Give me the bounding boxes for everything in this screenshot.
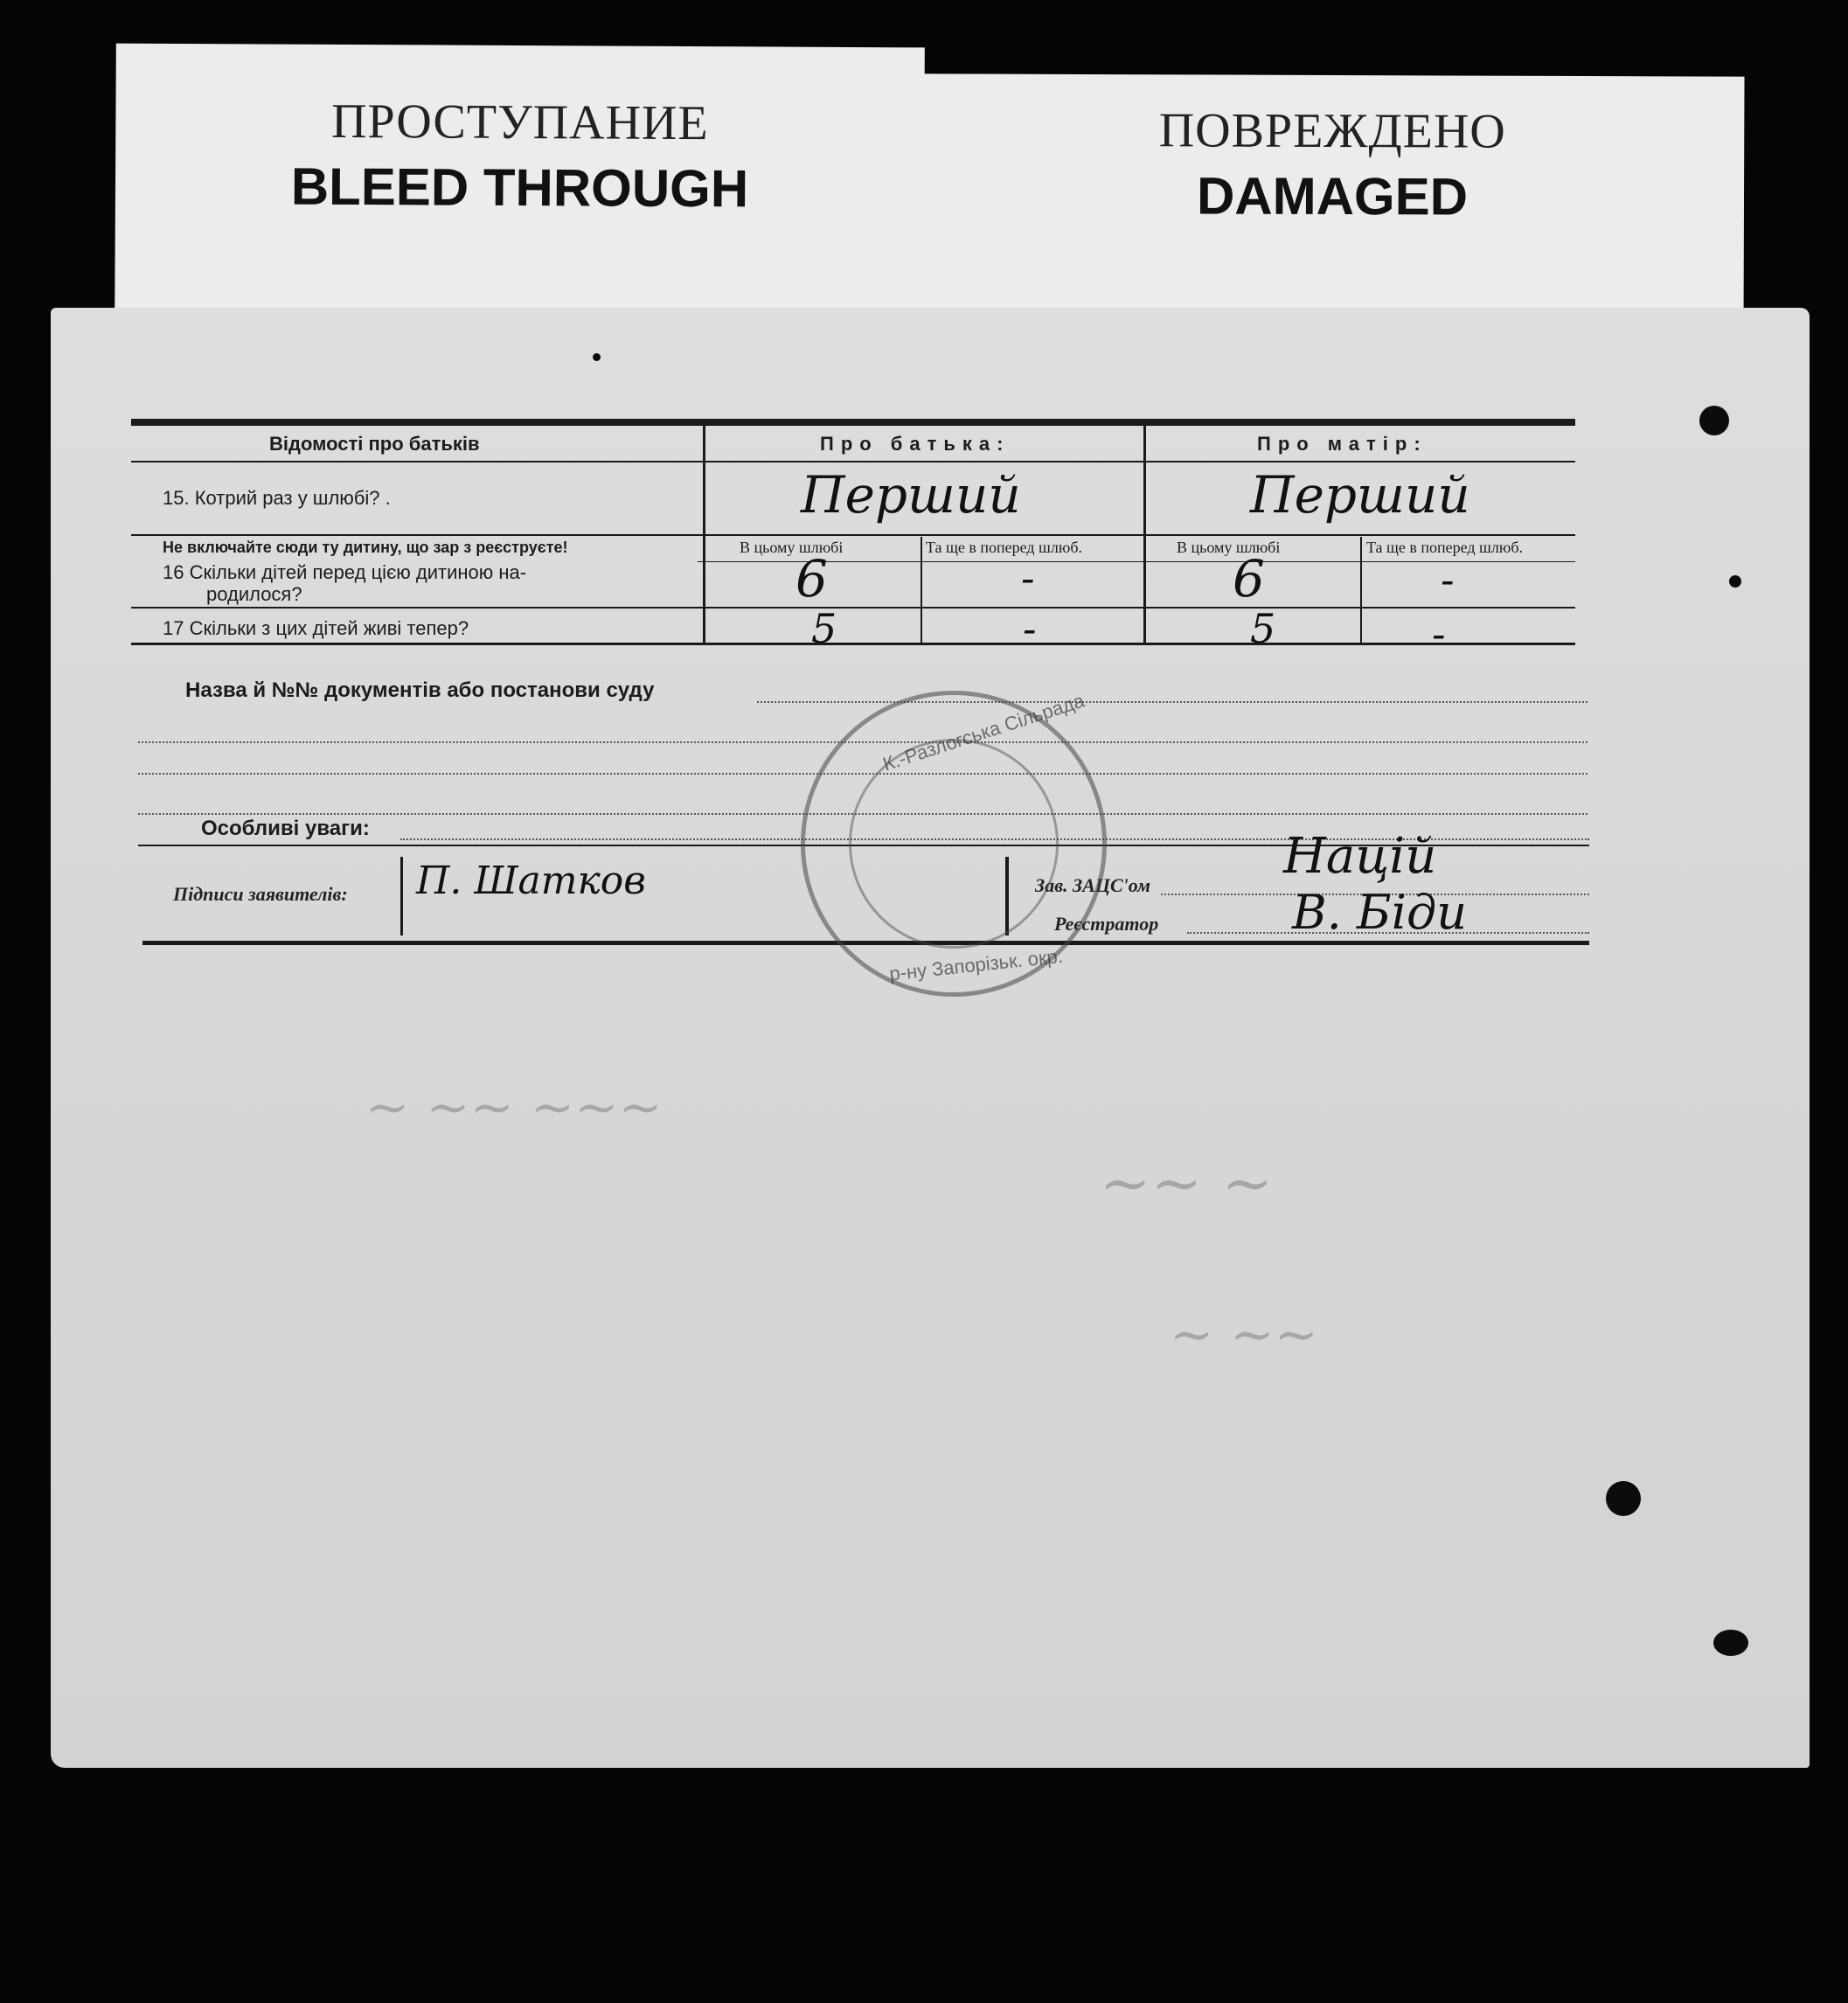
row16-label-line2: родилося?	[206, 583, 302, 605]
row16-father-prev-value: -	[1021, 554, 1035, 602]
seal-lower-text: р-ну Запорізьк. окр.	[888, 944, 1064, 985]
row16-mother-prev-value: -	[1441, 556, 1455, 603]
signatures-label: Підписи заявителів:	[173, 883, 348, 905]
bleed-through-ru: ПРОСТУПАНИЕ	[330, 94, 709, 151]
head-signature: Націй	[1283, 828, 1437, 885]
bleed-through-en: BLEED THROUGH	[290, 156, 749, 219]
row17-mother-in-value: 5	[1250, 605, 1276, 652]
bleed-through-marks-3: ~ ~~	[1170, 1304, 1318, 1366]
applicant-signature: П. Шатков	[416, 859, 646, 903]
documents-line	[757, 701, 1587, 703]
table-subcol-divider	[1360, 537, 1362, 643]
row16-father-sub-in: В цьому шлюбі	[740, 539, 844, 556]
seal-outer-text: К.-Разлогська Сільрада	[879, 689, 1087, 775]
table-row-rule	[131, 534, 1575, 536]
row16-note: Не включайте сюди ту дитину, що зар з реєструєте!	[163, 539, 568, 556]
row16-mother-sub-prev: Та ще в поперед шлюб.	[1366, 539, 1523, 556]
official-seal	[801, 691, 1107, 997]
bleed-through-flag	[115, 44, 925, 330]
header-parents-info: Відомості про батьків	[269, 433, 480, 455]
special-notes-label: Особливі уваги:	[201, 817, 370, 840]
row17-father-prev-value: -	[1023, 605, 1037, 652]
row16-mother-sub-in: В цьому шлюбі	[1177, 539, 1281, 556]
table-bottom-rule	[131, 643, 1575, 645]
table-header-rule	[131, 461, 1575, 462]
head-label: Зав. ЗАЦС'ом	[1035, 874, 1151, 896]
table-subcol-divider	[921, 537, 922, 643]
row15-label: 15. Котрий раз у шлюбі? .	[163, 487, 391, 509]
row17-mother-prev-value: -	[1432, 610, 1446, 657]
document-sheet	[51, 308, 1810, 1768]
registrar-label: Реєстратор	[1054, 913, 1159, 935]
row17-father-in-value: 5	[811, 605, 837, 652]
row15-father-value: Перший	[801, 465, 1021, 525]
punch-hole	[1729, 575, 1741, 588]
punch-hole	[1606, 1481, 1641, 1516]
header-mother: Про матір:	[1257, 433, 1428, 455]
ink-dot	[593, 353, 601, 361]
row16-label-line1: 16 Скільки дітей перед цією дитиною на-	[163, 561, 527, 583]
seal-inner-ring	[849, 739, 1059, 949]
row15-mother-value: Перший	[1250, 465, 1470, 525]
signature-bracket	[400, 857, 403, 935]
header-father: Про батька:	[820, 433, 1011, 455]
bleed-through-marks: ~ ~~ ~~~	[365, 1077, 663, 1138]
bleed-through-marks-2: ~~ ~	[1100, 1147, 1274, 1219]
damaged-flag	[920, 73, 1744, 330]
table-col-divider	[1143, 426, 1146, 644]
row16-mother-in-value: 6	[1233, 549, 1265, 609]
row16-father-sub-prev: Та ще в поперед шлюб.	[926, 539, 1082, 556]
row17-label: 17 Скільки з цих дітей живі тепер?	[163, 617, 469, 639]
table-top-rule	[131, 419, 1575, 426]
registrar-signature: В. Біди	[1292, 885, 1467, 940]
punch-hole	[1699, 406, 1729, 435]
damaged-en: DAMAGED	[1196, 166, 1469, 226]
table-row-rule	[131, 607, 1575, 609]
row16-father-in-value: 6	[795, 549, 828, 609]
damaged-ru: ПОВРЕЖДЕНО	[1158, 103, 1506, 159]
table-col-divider	[703, 426, 705, 644]
punch-hole	[1713, 1630, 1748, 1656]
documents-label: Назва й №№ документів або постанови суду	[185, 678, 655, 702]
